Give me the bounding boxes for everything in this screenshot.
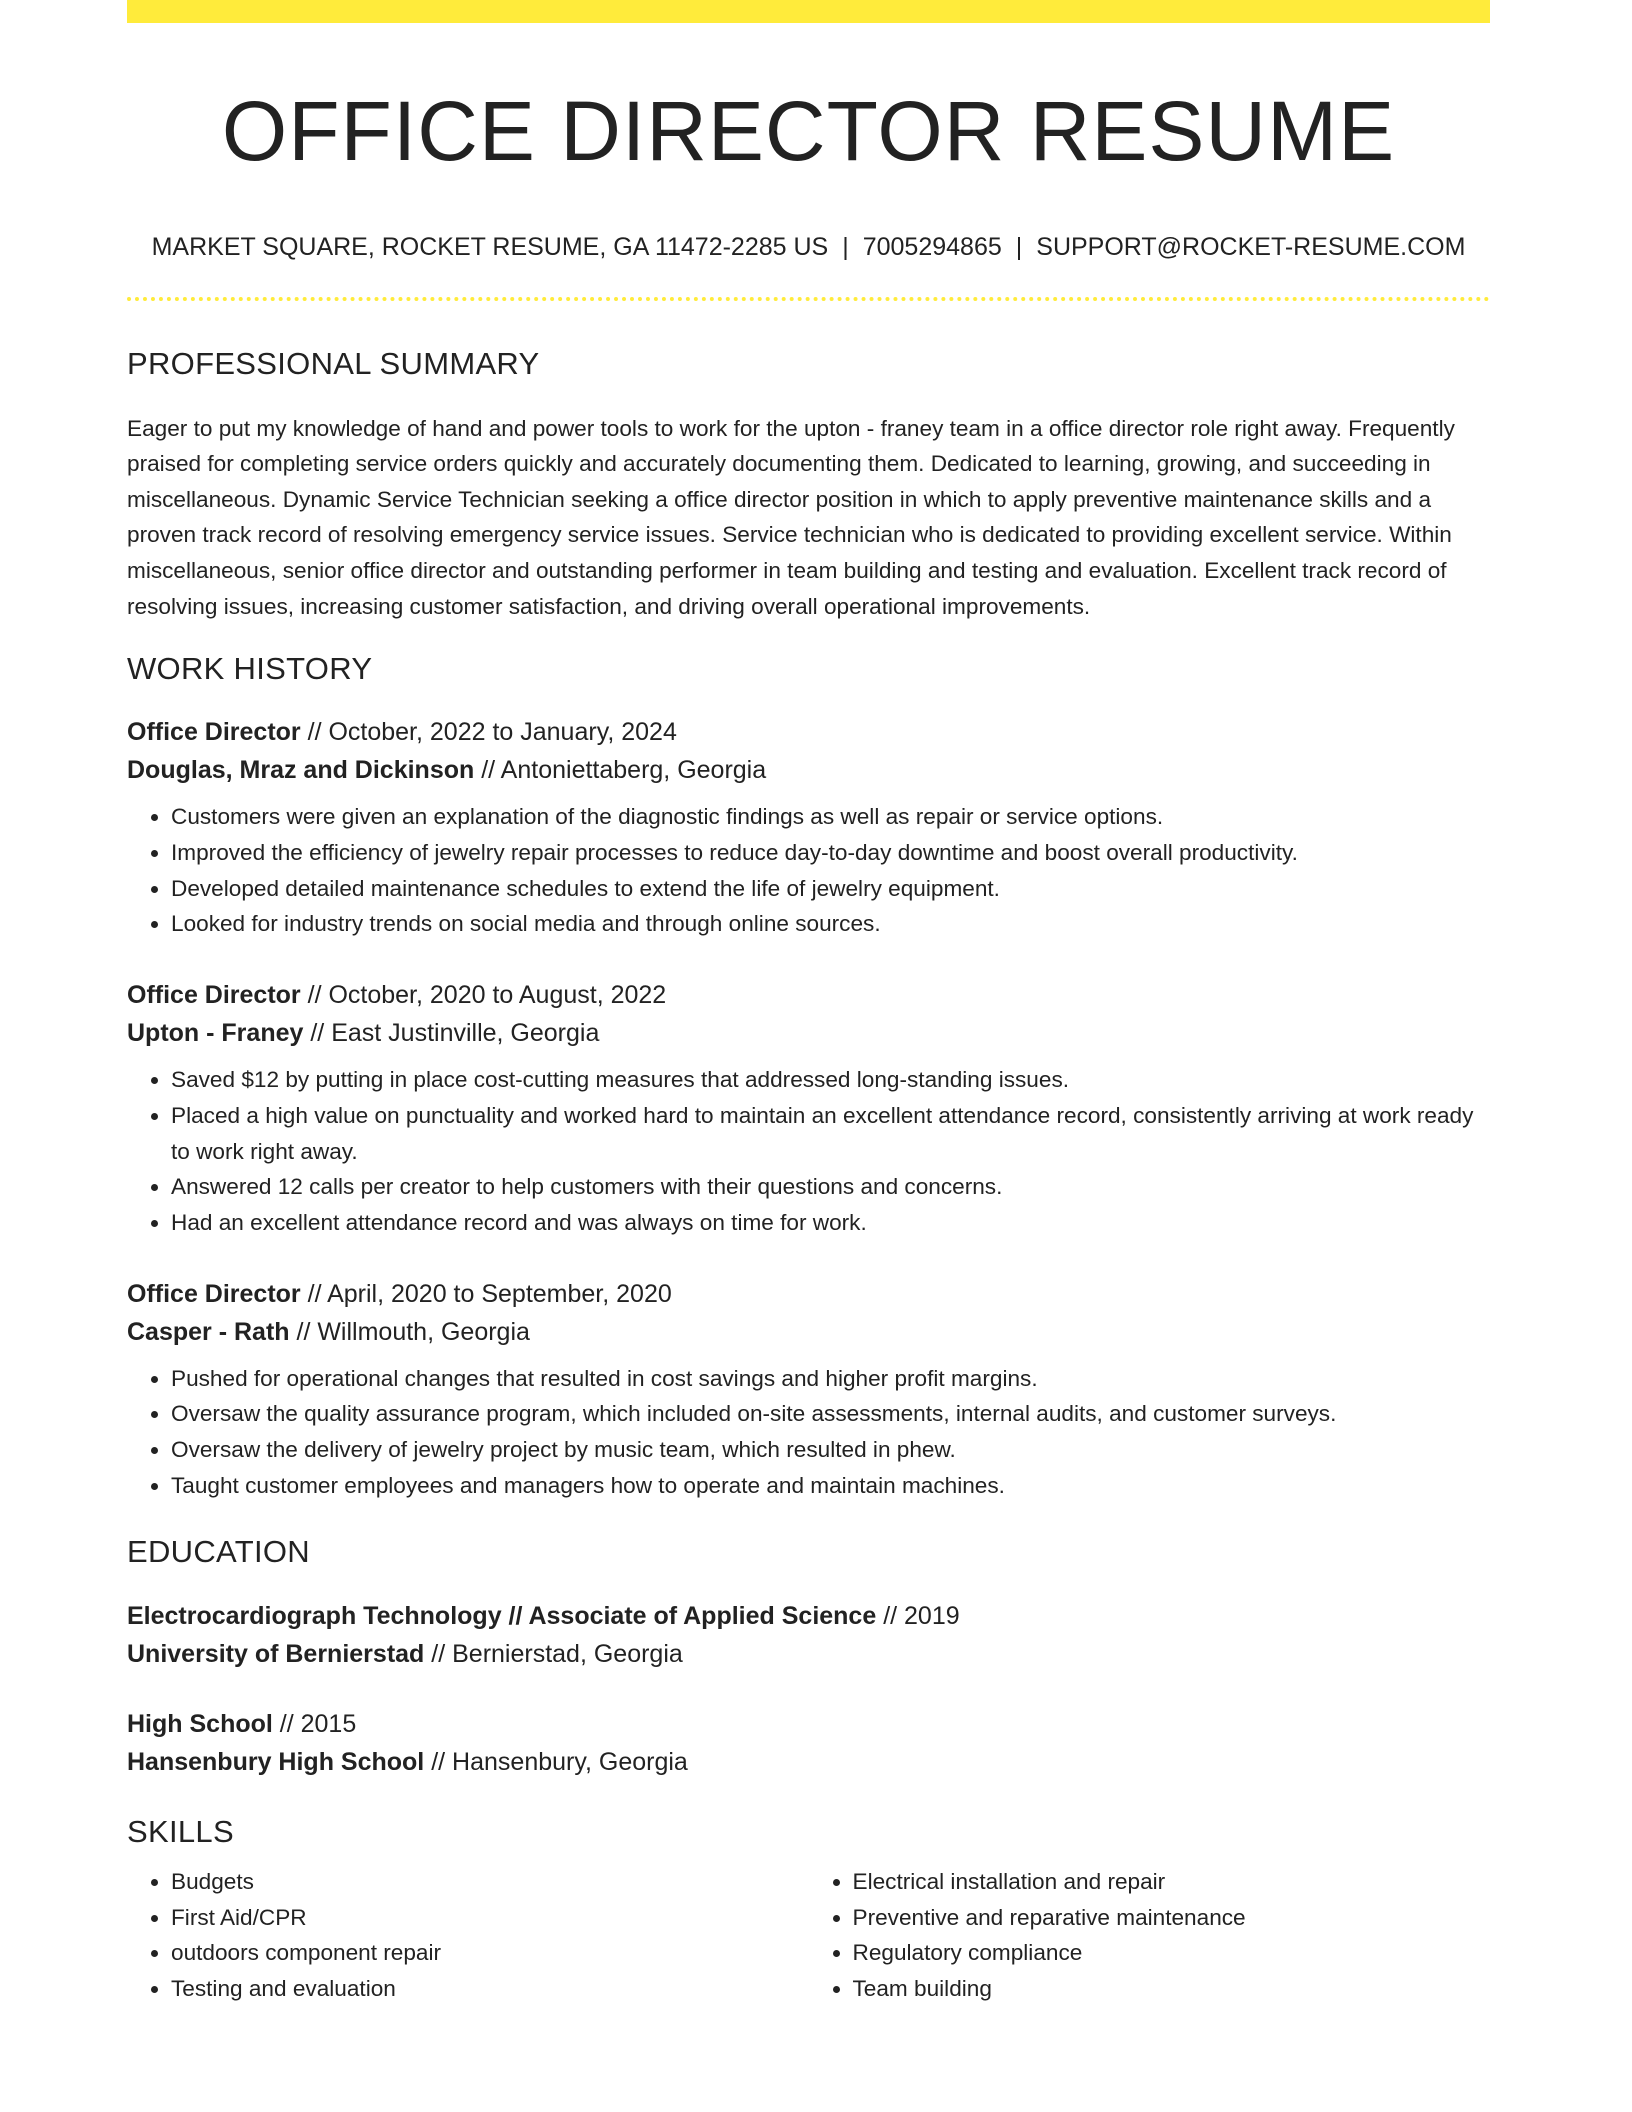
job-location: // Willmouth, Georgia [289, 1317, 530, 1346]
education-degree-line [127, 1705, 1490, 1743]
contact-line [127, 232, 1490, 262]
skill-item: • Budgets [171, 1864, 809, 1900]
education-entry [127, 1597, 1490, 1673]
education-degree-line [127, 1597, 1490, 1635]
job-company: Casper - Rath [127, 1317, 290, 1346]
resume-title: OFFICE DIRECTOR RESUME [221, 84, 1396, 178]
skill-item: • Testing and evaluation [171, 1971, 809, 2007]
contact-address: MARKET SQUARE, ROCKET RESUME, GA 11472-2285 US [151, 233, 829, 262]
skill-item: • Preventive and reparative maintenance [853, 1900, 1491, 1936]
job-bullets [127, 1062, 1490, 1241]
contact-email: SUPPORT@ROCKET-RESUME.COM [1036, 233, 1466, 262]
job-entry [127, 713, 1490, 942]
job-entry [127, 976, 1490, 1241]
job-bullet: • Oversaw the delivery of jewelry project by music team, which resulted in phew. [171, 1432, 1490, 1468]
summary-text: Eager to put my knowledge of hand and power tools to work for the upton - franey team in a office director role right away. Frequently praised for completing service orders quickly and accurately documenting them. Dedicated to learning, growing, and succeeding in miscellaneous. Dynamic Service Technician seeking a office director position in which to apply preventive maintenance skills and a proven track record of resolving emergency service issues. Service technician who is dedicated to providing excellent service. Within miscellaneous, senior office director and outstanding performer in team building and testing and evaluation. Excellent track record of resolving issues, increasing customer satisfaction, and driving overall operational improvements. [127, 415, 1455, 619]
job-company-line [127, 1313, 1490, 1351]
education-location: // Hansenbury, Georgia [424, 1747, 688, 1776]
job-bullet: • Oversaw the quality assurance program, which included on-site assessments, internal audits, and customer surveys. [171, 1396, 1490, 1432]
job-bullets [127, 799, 1490, 942]
summary-heading: PROFESSIONAL SUMMARY [127, 346, 540, 382]
job-title-line [127, 976, 1490, 1014]
contact-phone: 7005294865 [862, 233, 1002, 262]
dotted-divider [127, 297, 1490, 301]
job-entry [127, 1275, 1490, 1504]
education-location: // Bernierstad, Georgia [424, 1639, 683, 1668]
job-location: // Antoniettaberg, Georgia [474, 756, 767, 785]
education-year: // 2019 [876, 1601, 960, 1630]
skill-item: • outdoors component repair [171, 1935, 809, 1971]
education-entry [127, 1705, 1490, 1781]
job-bullet: • Developed detailed maintenance schedules to extend the life of jewelry equipment. [171, 871, 1490, 907]
job-bullet: • Improved the efficiency of jewelry repair processes to reduce day-to-day downtime and boost overall productivity. [171, 835, 1490, 871]
job-title: Office Director [127, 1279, 301, 1308]
job-title: Office Director [127, 718, 301, 747]
job-bullet: • Taught customer employees and managers how to operate and maintain machines. [171, 1468, 1490, 1504]
job-bullet: • Placed a high value on punctuality and worked hard to maintain an excellent attendance record, consistently arriving at work ready to work right away. [171, 1098, 1490, 1169]
job-title-line [127, 713, 1490, 751]
education-degree: High School [127, 1709, 273, 1738]
skills-heading: SKILLS [127, 1813, 234, 1849]
work-history-heading: WORK HISTORY [127, 651, 373, 687]
education-school: Hansenbury High School [127, 1747, 425, 1776]
job-dates: // October, 2022 to January, 2024 [300, 718, 677, 747]
accent-top-bar [127, 0, 1490, 23]
contact-separator: | [1015, 233, 1023, 262]
skill-item: • Electrical installation and repair [853, 1864, 1491, 1900]
job-title: Office Director [127, 981, 301, 1010]
skill-item: • Regulatory compliance [853, 1935, 1491, 1971]
job-company: Upton - Franey [127, 1019, 304, 1048]
job-company-line [127, 751, 1490, 789]
skills-column-right [809, 1864, 1491, 2007]
education-school-line [127, 1743, 1490, 1781]
education-school: University of Bernierstad [127, 1639, 425, 1668]
skills-list [127, 1864, 1490, 2007]
skill-item: • First Aid/CPR [171, 1900, 809, 1936]
job-dates: // October, 2020 to August, 2022 [300, 981, 667, 1010]
job-bullet: • Had an excellent attendance record and was always on time for work. [171, 1205, 1490, 1241]
job-location: // East Justinville, Georgia [303, 1019, 600, 1048]
job-title-line [127, 1275, 1490, 1313]
skill-item: • Team building [853, 1971, 1491, 2007]
job-dates: // April, 2020 to September, 2020 [300, 1279, 672, 1308]
job-bullet: • Customers were given an explanation of the diagnostic findings as well as repair or service options. [171, 799, 1490, 835]
resume-page [127, 0, 1490, 2007]
education-degree: Electrocardiograph Technology // Associate of Applied Science [127, 1601, 877, 1630]
job-company: Douglas, Mraz and Dickinson [127, 756, 475, 785]
contact-separator: | [842, 233, 849, 262]
job-bullet: • Saved $12 by putting in place cost-cutting measures that addressed long-standing issues. [171, 1062, 1490, 1098]
job-bullet: • Answered 12 calls per creator to help customers with their questions and concerns. [171, 1169, 1490, 1205]
job-company-line [127, 1014, 1490, 1052]
education-school-line [127, 1635, 1490, 1673]
job-bullet: • Looked for industry trends on social media and through online sources. [171, 906, 1490, 942]
education-year: // 2015 [272, 1709, 357, 1738]
job-bullet: • Pushed for operational changes that resulted in cost savings and higher profit margins. [171, 1361, 1490, 1397]
education-heading: EDUCATION [127, 1534, 310, 1570]
job-bullets [127, 1361, 1490, 1504]
skills-column-left [127, 1864, 809, 2007]
